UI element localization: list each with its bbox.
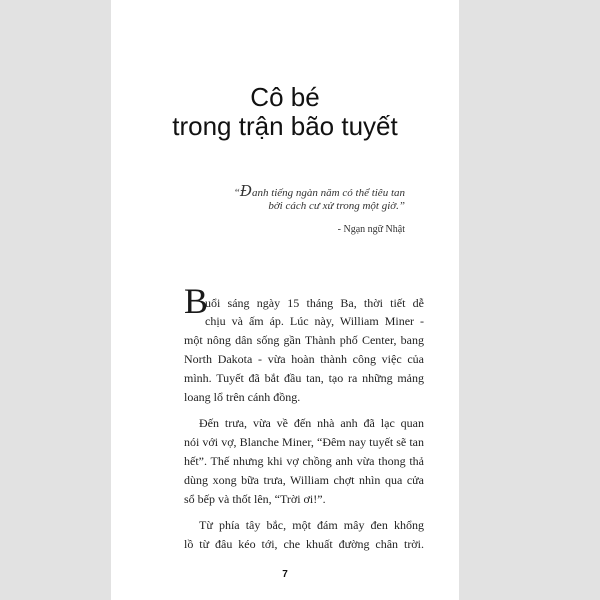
body-line: nói với vợ, Blanche Miner, “Đêm nay tuyết sẽ tan — [184, 435, 424, 449]
body-line: mình. Tuyết đã bắt đầu tan, tạo ra những mảng — [184, 371, 424, 385]
epigraph-line-1 — [234, 184, 405, 199]
chapter-title-line-1: Cô bé — [250, 82, 320, 112]
body-line: North Dakota - vừa hoàn thành công việc của — [184, 352, 424, 366]
body-line: hết”. Thế nhưng khi vợ chồng anh vừa thong thả — [184, 454, 424, 468]
body-line: uổi sáng ngày 15 tháng Ba, thời tiết dễ — [205, 296, 424, 310]
epigraph-line-1-text: anh tiếng ngàn năm có thể tiêu tan — [251, 187, 405, 199]
epigraph-attribution: - Ngạn ngữ Nhật — [337, 224, 405, 235]
body-line: sổ bếp và thốt lên, “Trời ơi!”. — [184, 492, 326, 506]
body-line: lồ từ đâu kéo tới, che khuất đường chân trời. — [184, 537, 424, 551]
body-line: chịu và ấm áp. Lúc này, William Miner - — [205, 314, 424, 328]
epigraph-line-2: bởi cách cư xử trong một giờ.” — [268, 200, 405, 212]
body-line: Đến trưa, vừa về đến nhà anh đã lạc quan — [199, 416, 424, 430]
body-line: dùng xong bữa trưa, William chợt nhìn qua cửa — [184, 473, 424, 487]
epigraph-dropcap: Đ — [239, 182, 252, 200]
book-page — [111, 0, 459, 600]
page-number: 7 — [282, 569, 288, 580]
body-line: Từ phía tây bắc, một đám mây đen khổng — [199, 518, 424, 532]
epigraph-open-quote: “ — [233, 187, 240, 199]
body-dropcap: B — [184, 281, 209, 321]
body-line: một nông dân sống gần Thành phố Center, bang — [184, 333, 424, 347]
body-line: loang lổ trên cánh đồng. — [184, 390, 301, 404]
chapter-title-line-2: trong trận bão tuyết — [172, 111, 398, 141]
